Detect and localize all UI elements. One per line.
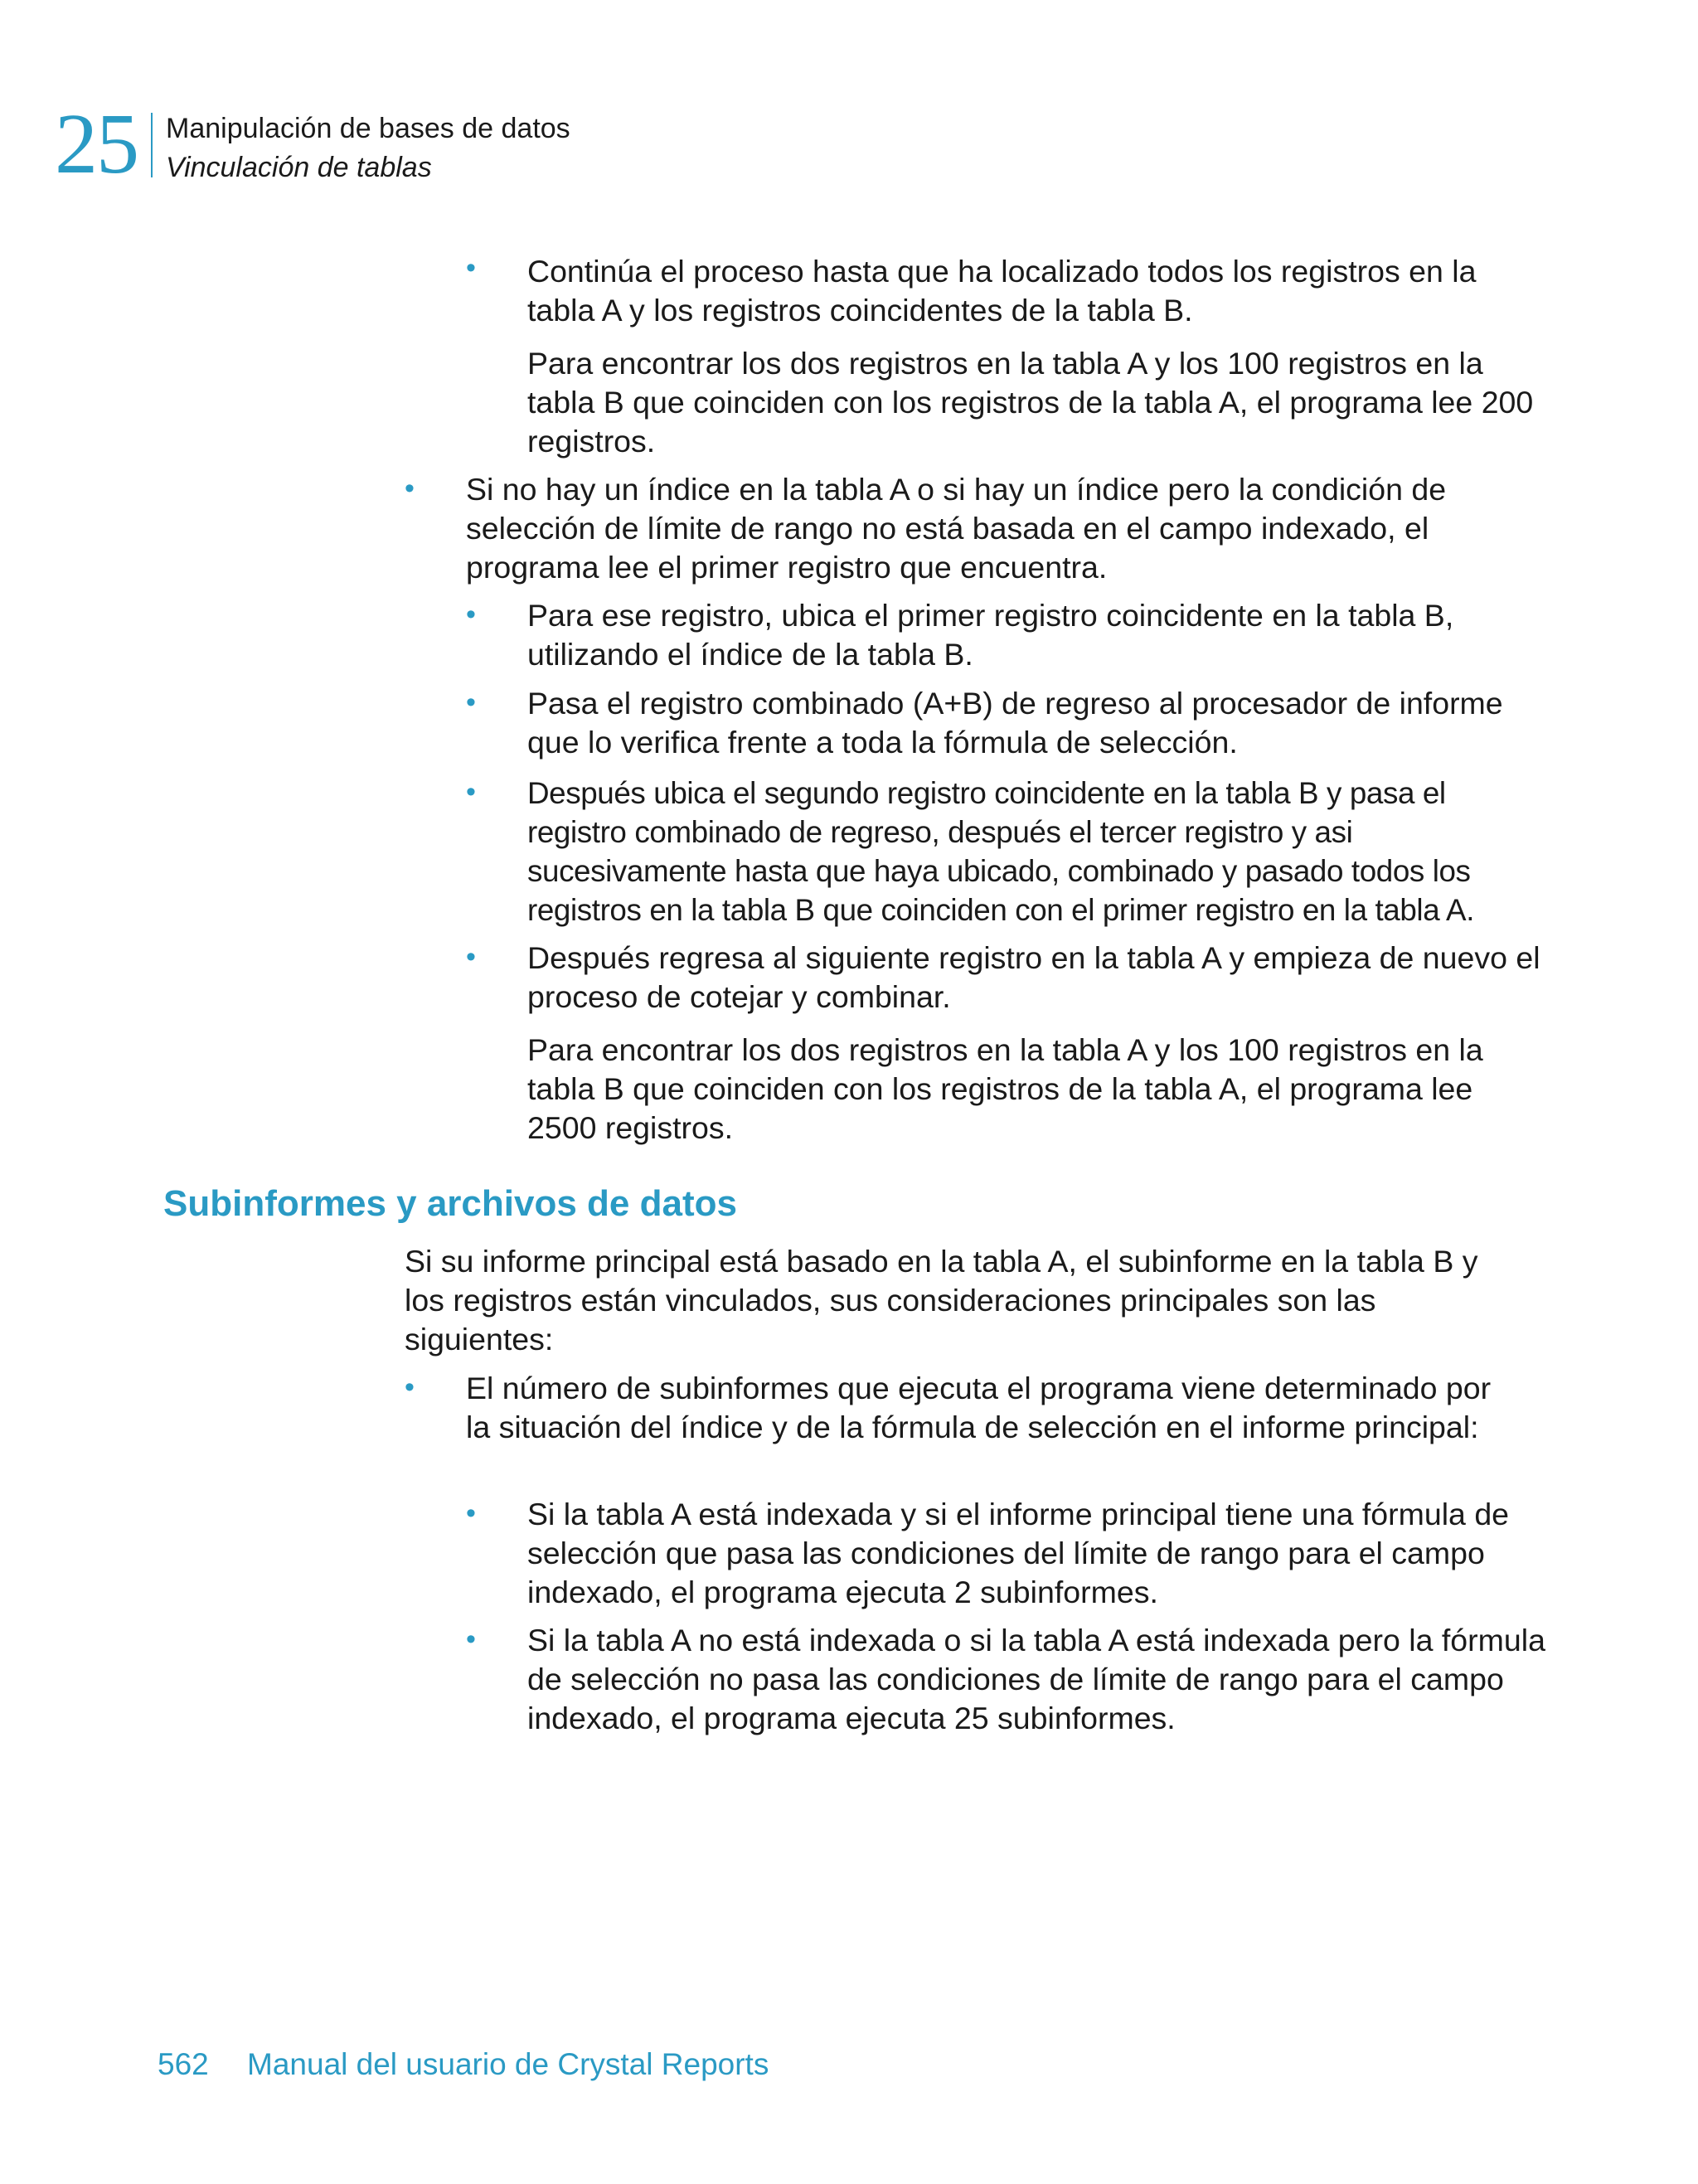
bullet-icon: • bbox=[466, 599, 476, 630]
list-item: Si la tabla A no está indexada o si la tabla A está indexada pero la fórmula de selección no pasa las condiciones de límite de rango para el campo indexado, el programa ejecuta 25 subinformes. bbox=[527, 1623, 1545, 1735]
bullet-icon: • bbox=[466, 252, 476, 284]
section-intro: Si su informe principal está basado en la tabla A, el subinforme en la tabla B y los registros están vinculados, sus consideraciones principales son las siguientes: bbox=[405, 1244, 1478, 1357]
page-footer bbox=[158, 2046, 769, 2083]
page-number: 562 bbox=[158, 2047, 209, 2081]
section-subtitle: Vinculación de tablas bbox=[166, 152, 432, 183]
list-item: Continúa el proceso hasta que ha localizado todos los registros en la tabla A y los registros coincidentes de la tabla B. bbox=[527, 254, 1477, 328]
list-item: Pasa el registro combinado (A+B) de regreso al procesador de informe que lo verifica frente a toda la fórmula de selección. bbox=[527, 686, 1503, 760]
list-item: Después ubica el segundo registro coincidente en la tabla B y pasa el registro combinado de regreso, después el tercer registro y asi sucesivamente hasta que haya ubicado, combinado y pasado todos los registros en la tabla B que coinciden con el primer registro en la tabla A. bbox=[527, 776, 1475, 927]
list-item: Si no hay un índice en la tabla A o si hay un índice pero la condición de selección de límite de rango no está basada en el campo indexado, el programa lee el primer registro que encuentra. bbox=[466, 472, 1447, 585]
chapter-number: 25 bbox=[55, 96, 138, 192]
list-item: Si la tabla A está indexada y si el informe principal tiene una fórmula de selección que pasa las condiciones del límite de rango para el campo indexado, el programa ejecuta 2 subinformes. bbox=[527, 1497, 1510, 1609]
list-item: El número de subinformes que ejecuta el programa viene determinado por la situación del índice y de la fórmula de selección en el informe principal: bbox=[466, 1371, 1492, 1444]
manual-title: Manual del usuario de Crystal Reports bbox=[247, 2047, 769, 2081]
bullet-icon: • bbox=[466, 1497, 476, 1529]
section-heading: Subinformes y archivos de datos bbox=[163, 1183, 737, 1224]
list-item: Para ese registro, ubica el primer registro coincidente en la tabla B, utilizando el índice de la tabla B. bbox=[527, 598, 1454, 672]
bullet-icon: • bbox=[466, 1623, 476, 1655]
list-item-note: Para encontrar los dos registros en la tabla A y los 100 registros en la tabla B que coinciden con los registros de la tabla A, el programa lee 200 registros. bbox=[527, 346, 1534, 459]
list-item: Después regresa al siguiente registro en la tabla A y empieza de nuevo el proceso de cotejar y combinar. bbox=[527, 940, 1540, 1014]
bullet-icon: • bbox=[466, 941, 476, 973]
bullet-icon: • bbox=[466, 687, 476, 718]
bullet-icon: • bbox=[405, 1371, 415, 1403]
bullet-icon: • bbox=[405, 473, 415, 504]
bullet-icon: • bbox=[466, 776, 476, 808]
list-item-note: Para encontrar los dos registros en la tabla A y los 100 registros en la tabla B que coinciden con los registros de la tabla A, el programa lee 2500 registros. bbox=[527, 1032, 1483, 1145]
chapter-divider bbox=[151, 113, 153, 177]
chapter-title: Manipulación de bases de datos bbox=[166, 113, 570, 144]
